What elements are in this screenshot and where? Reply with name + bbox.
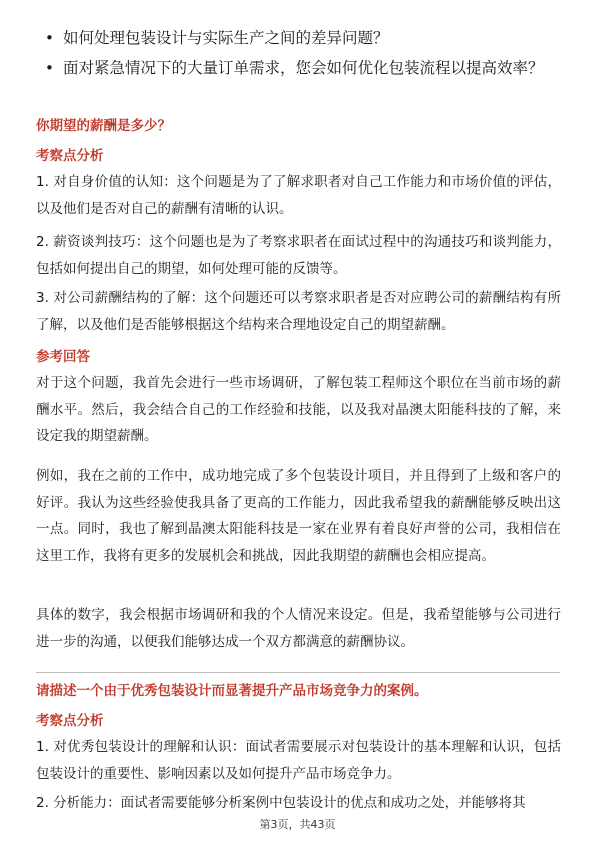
analysis-point: 1. 对优秀包装设计的理解和认识：面试者需要展示对包装设计的基本理解和认识，包括包装设计的重要性、影响因素以及如何提升产品市场竞争力。 [36,739,561,782]
answer-paragraph: 对于这个问题，我首先会进行一些市场调研，了解包装工程师这个职位在当前市场的薪酬水平。然后，我会结合自己的工作经验和技能，以及我对晶澳太阳能科技的了解，来设定我的期望薪酬。 [36,375,561,444]
bullet-text: 面对紧急情况下的大量订单需求，您会如何优化包装流程以提高效率？ [63,59,544,77]
answer-paragraph: 具体的数字，我会根据市场调研和我的个人情况来设定。但是，我希望能够与公司进行进一步的沟通，以便我们能够达成一个双方都满意的薪酬协议。 [36,607,561,650]
list-item [45,26,565,51]
list-item [45,56,565,81]
question-title: 请描述一个由于优秀包装设计而显著提升产品市场竞争力的案例。 [36,683,428,699]
question-title: 你期望的薪酬是多少？ [36,118,171,134]
bullet-text: 如何处理包装设计与实际生产之间的差异问题？ [63,29,389,47]
bullet-icon: • [45,59,54,77]
analysis-point: 2. 薪资谈判技巧：这个问题也是为了考察求职者在面试过程中的沟通技巧和谈判能力，包括如何提出自己的期望，如何处理可能的反馈等。 [36,234,561,277]
section-divider [36,672,560,673]
analysis-heading: 考察点分析 [36,713,104,729]
analysis-point: 1. 对自身价值的认知：这个问题是为了了解求职者对自己工作能力和市场价值的评估，以及他们是否对自己的薪酬有清晰的认识。 [36,174,561,217]
bullet-icon: • [45,29,54,47]
page-footer: 第3页，共43页 [259,818,336,831]
answer-heading: 参考回答 [36,349,90,365]
analysis-heading: 考察点分析 [36,148,104,164]
answer-paragraph: 例如，我在之前的工作中，成功地完成了多个包装设计项目，并且得到了上级和客户的好评。我认为这些经验使我具备了更高的工作能力，因此我希望我的薪酬能够反映出这一点。同时，我也了解到晶澳太阳能科技是一家在业界有着良好声誉的公司，我相信在这里工作，我将有更多的发展机会和挑战，因此我期望的薪酬也会相应提高。 [36,468,561,564]
analysis-point: 3. 对公司薪酬结构的了解：这个问题还可以考察求职者是否对应聘公司的薪酬结构有所了解，以及他们是否能够根据这个结构来合理地设定自己的期望薪酬。 [36,290,561,333]
analysis-point: 2. 分析能力：面试者需要能够分析案例中包装设计的优点和成功之处，并能够将其 [36,795,526,811]
bullet-list [45,26,565,86]
